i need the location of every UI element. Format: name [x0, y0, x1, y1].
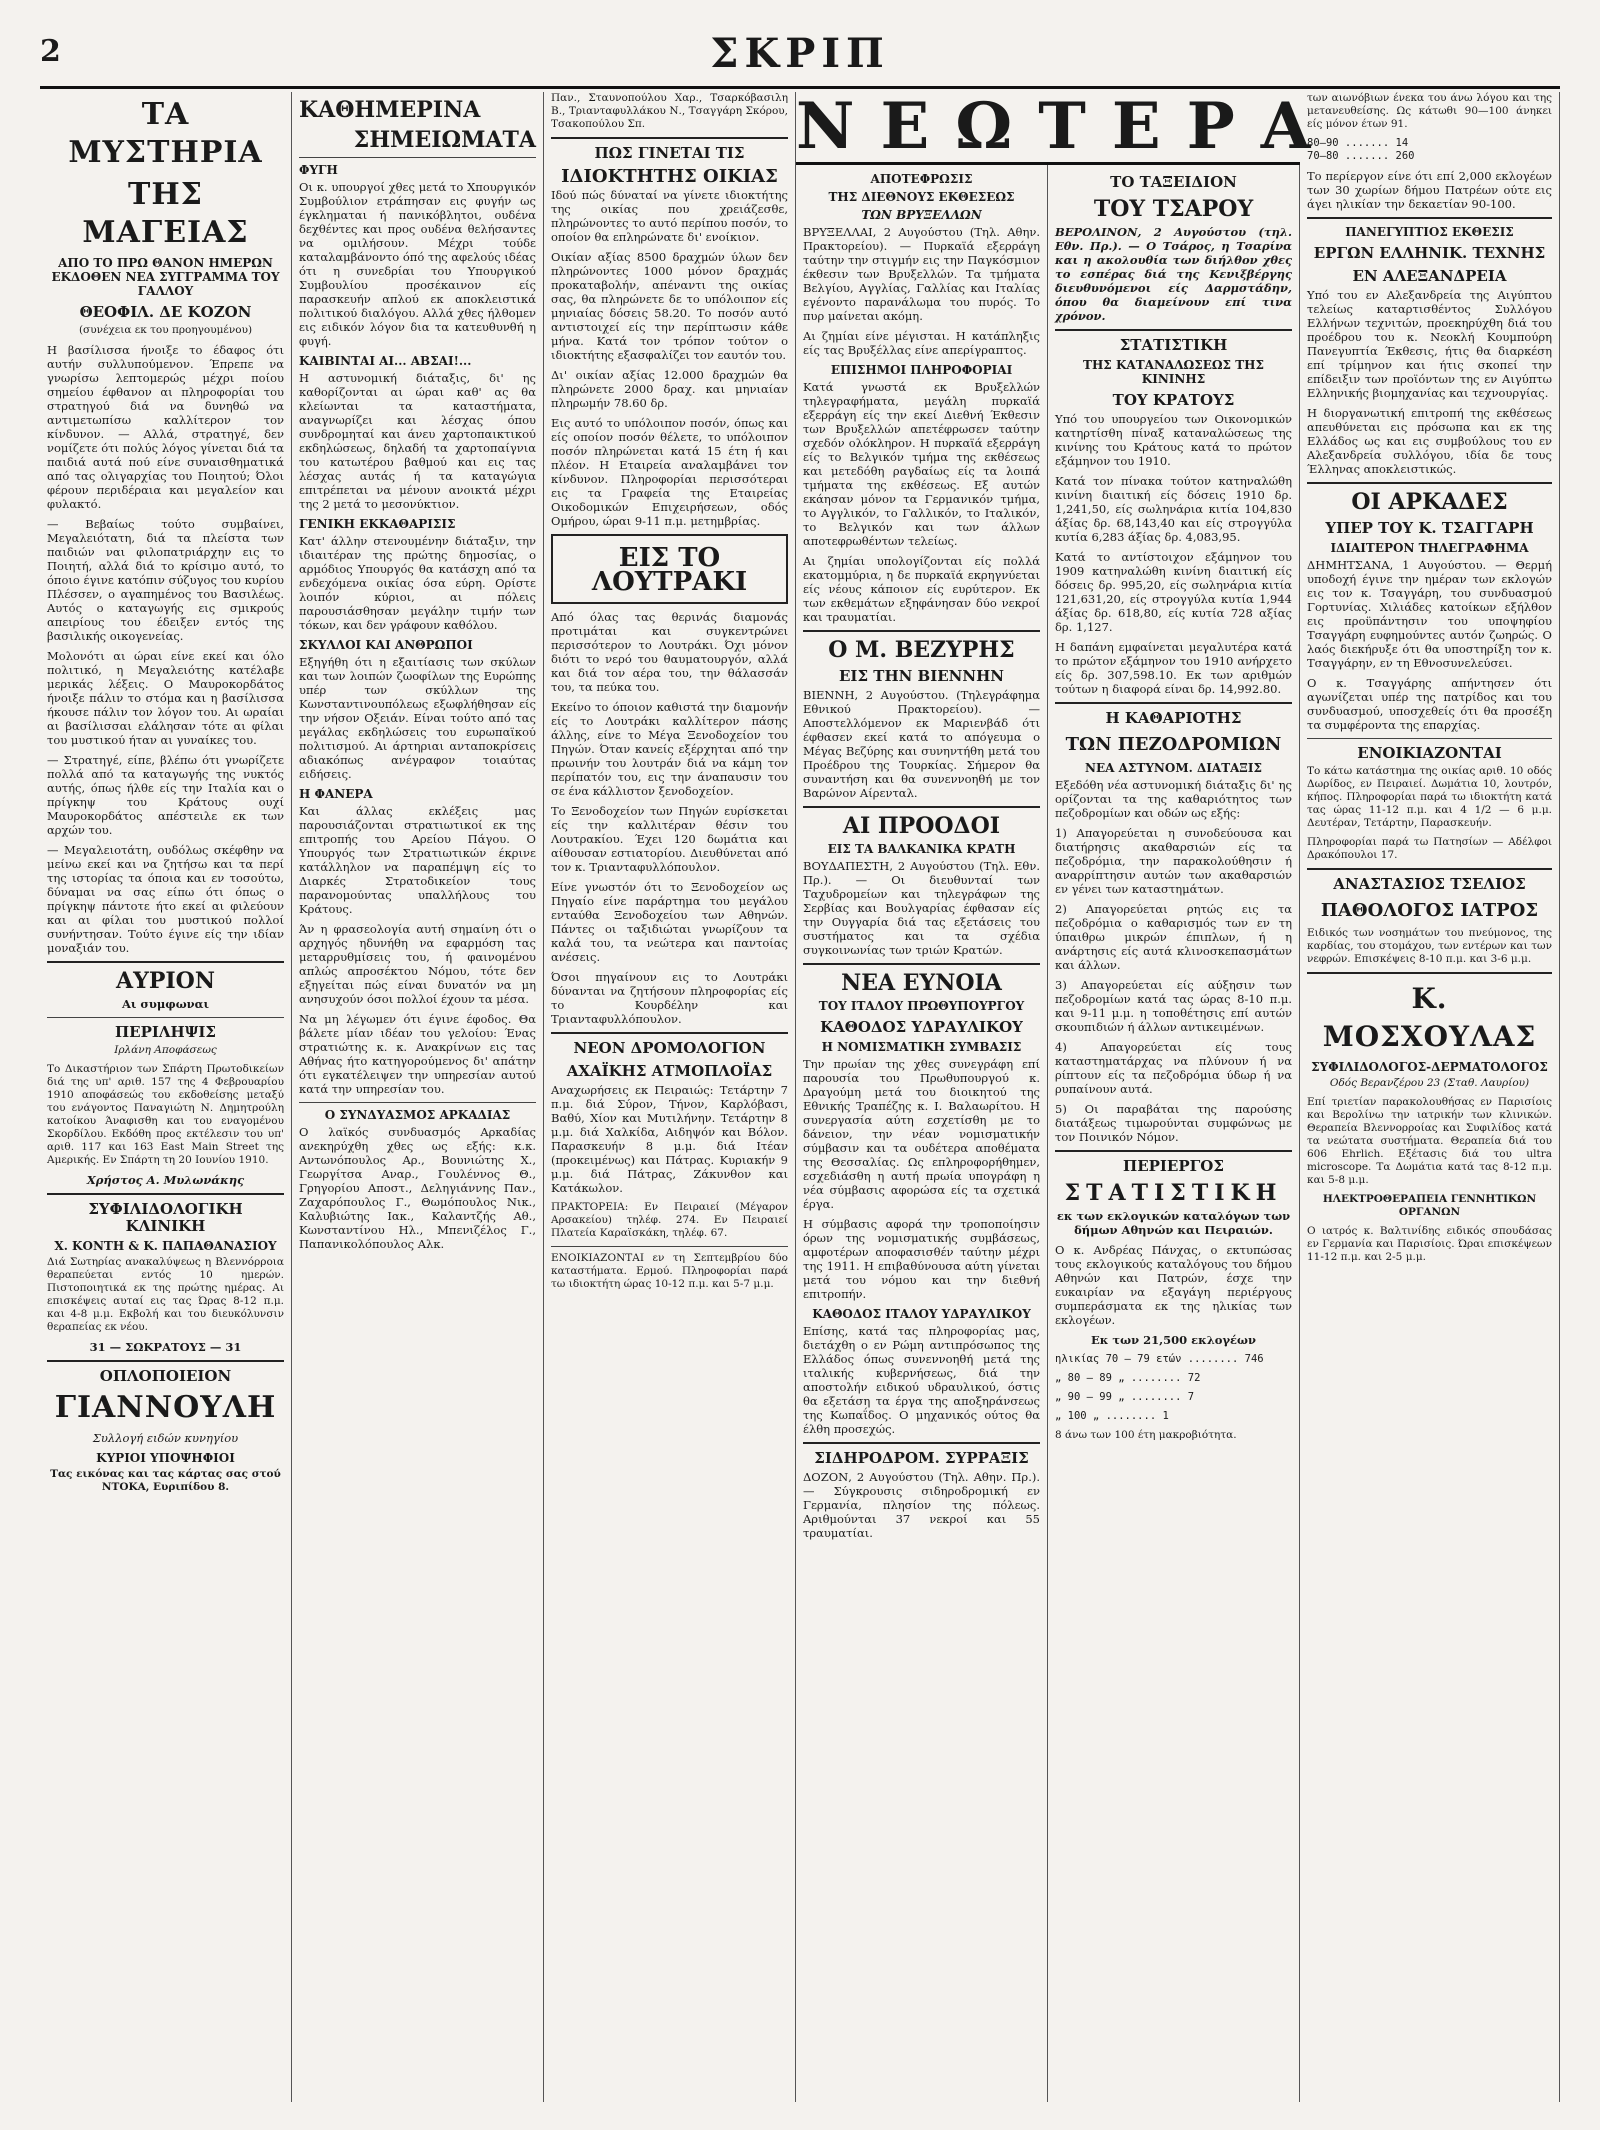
- headline-magic: ΤΗΣ ΜΑΓΕΙΑΣ: [82, 177, 249, 250]
- article-paragraph: — Βεβαίως τούτο συμβαίνει, Μεγαλειότατη, διά τα πλείστα των παιδιών ναι φιλοπατριάρχην εις το Ποιητή, αλλά διά το κρίσιμο αυτό, το όποιο έγινε κατόπιν σύζυγος του κυρίου Πλέσσεν, ο αγαπημένος του Βασιλέως. Αυτός ο καταγωγής εις σμικρούς απειρίους του έδειξεν εντός της βασιλικής οικογενείας.: [47, 517, 284, 643]
- age-table-note: 8 άνω των 100 έτη μακροβιότητα.: [1055, 1429, 1237, 1441]
- article-paragraph: Είνε γνωστόν ότι το Ξενοδοχείον ως Πηγαίο είνε παράρτημα του μεγάλου ενταύθα Ξενοδοχείου των Αθηνών. Πάντες οι ταξιδιώται γνωρίζουν τα καλά του, τα νεώτερα και παντοίας ανέσεις.: [551, 880, 788, 964]
- curious-headline: ΠΕΡΙΕΡΓΟΣ: [1123, 1157, 1224, 1175]
- rent-heading: ΕΝΟΙΚΙΑΖΟΝΤΑΙ: [1357, 744, 1502, 762]
- cleanliness-headline: Η ΚΑΘΑΡΙΟΤΗΣ: [1105, 709, 1242, 727]
- latest-news-banner: ΝΕΩΤΕΡΑ: [796, 89, 1337, 164]
- note-paragraph: Να μη λέγωμεν ότι έγινε έφοδος. Θα βάλετε μίαν ιδέαν του γελοίου: Ένας στρατιώτης κ. κ. Ανακρίνων εις τας Αθήνας ήτο κατηγορούμενος δι' απάτην ότι εγκατέλειψεν την υπηρεσίαν αυτού κατά την υπηρεσίαν του.: [299, 1012, 536, 1096]
- article-paragraph: Οικίαν αξίας 8500 δραχμών ύλων δεν πληρώνοντες 1000 μόνον δραχμάς προκαταβολήν, απέναντι της οικίας σας, θα πληρώνετε δε το υπόλοιπον είς μηνιαίας δόσεις 58.20. Το ποσόν αυτό αντιστοιχεί είς την περίπτωσιν κάθε μήνα. Κατά τον τρόπον τούτον ο ιδιοκτήτης εξασφαλίζει τον εαυτόν του.: [551, 250, 788, 362]
- gunshop-tagline: Συλλογή ειδών κυνηγίου: [92, 1431, 239, 1445]
- schedule-headline: ΝΕΟΝ ΔΡΟΜΟΛΟΓΙΟΝ: [573, 1039, 766, 1057]
- continued-note: (συνέχεια εκ του προηγουμένου): [78, 324, 253, 336]
- page-number: 2: [40, 34, 61, 69]
- age-table-row: „ 80 — 89 „ ........ 72: [1055, 1372, 1201, 1384]
- article-paragraph: Ο κ. Τσαγγάρης απήντησεν ότι αγωνίζεται υπέρ της πατρίδος και του συνδυασμού, υποσχεθείς ότι θα προσέξη τα συμφέροντα της επαρχίας.: [1307, 676, 1552, 732]
- vizier-headline: Ο Μ. ΒΕΖΥΡΗΣ: [828, 637, 1015, 663]
- column-6: [1300, 92, 1560, 2102]
- article-paragraph: ΒΙΕΝΝΗ, 2 Αυγούστου. (Τηλεγράφημα Εθνικού Πρακτορείου). — Αποστελλόμενον εκ Μαριενβάδ ότι έφθασεν εκεί κατά το απόγευμα ο Μέγας Βεζύρης και συνηντήθη μετά του Προέδρου της Τουρκίας. Σήμερον θα συναντήση και θα συνεννοηθή με τον Βαρώνον Αίρενταλ.: [803, 688, 1040, 800]
- article-paragraph: Κατά τον πίνακα τούτον κατηναλώθη κινίνη διαιτική είς δόσεις 1910 δρ. 1,241,50, είς σωληνάρια κιτία 104,830 άξίας δρ. 68,143,40 και είς στρογγύλα κυτία 6,283 άξίας δρ. 4,083,95.: [1055, 474, 1292, 544]
- advert-title: ΣΥΦΙΛΙΔΟΛΟΓΟΣ-ΔΕΡΜΑΤΟΛΟΓΟΣ: [1311, 1060, 1548, 1074]
- age-table-row: „ 90 — 99 „ ........ 7: [1055, 1391, 1195, 1403]
- favor-subheadline: ΤΟΥ ΙΤΑΛΟΥ ΠΡΩΘΥΠΟΥΡΓΟΥ: [818, 999, 1025, 1013]
- age-table-row: ηλικίας 70 — 79 ετών ........ 746: [1055, 1353, 1264, 1365]
- candidates-heading: ΚΥΡΙΟΙ ΥΠΟΨΗΦΙΟΙ: [96, 1451, 235, 1465]
- cleanliness-subheadline: ΤΩΝ ΠΕΖΟΔΡΟΜΙΩΝ: [1065, 734, 1282, 755]
- bryxelles-headline-3: ΤΩΝ ΒΡΥΞΕΛΛΩΝ: [861, 208, 982, 222]
- note-heading: Ο ΣΥΝΔΥΑΣΜΟΣ ΑΡΚΑΔΙΑΣ: [324, 1108, 511, 1122]
- rent-info: Πληροφορίαι παρά τω Πατησίων — Αδέλφοι Δρακόπουλοι 17.: [1307, 836, 1552, 861]
- article-paragraph: Κατά γνωστά εκ Βρυξελλών τηλεγραφήματα, μεγάλη πυρκαϊά εξερράγη είς την εκεί Διεθνή Έκθεσιν των Βρυξελλών απετέφρωσεν ταύτην σχεδόν ολόκληρον. Η πυρκαϊά εξερράγη είς το Βελγικόν τμήμα της εκθέσεως και μετεδόθη ραγδαίως είς τα λοιπά τμήματα της εκθέσεως. Εξ αυτών εκάησαν μόνον τα Γερμανικόν τμήμα, το Αγγλικόν, το Γαλλικόν, το Ιταλικόν, το Βελγικόν και των άλλων αποτεφρωθέντων τελείως.: [803, 380, 1040, 548]
- article-paragraph: ΒΡΥΞΕΛΛΑΙ, 2 Αυγούστου (Τηλ. Αθην. Πρακτορείου). — Πυρκαϊά εξερράγη ταύτην την στιγμήν εις την Παγκόσμιον έκθεσιν των Βρυξελλών. Τα τμήματα Βελγίου, Αγγλίας, Γαλλίας και Ιταλίας εγένοντο παρανάλωμα του πυρός. Το πυρ μαίνεται ακόμη.: [803, 225, 1040, 323]
- house-headline-2: ΙΔΙΟΚΤΗΤΗΣ ΟΙΚΙΑΣ: [561, 166, 778, 187]
- note-heading: ΦΥΓΗ: [299, 163, 338, 177]
- statistics-subheadline: ΤΗΣ ΚΑΤΑΝΑΛΩΣΕΩΣ ΤΗΣ ΚΙΝΙΝΗΣ: [1083, 358, 1264, 386]
- notice-body: Το Δικαστήριον των Σπάρτη Πρωτοδικείων διά της υπ' αριθ. 157 της 4 Φεβρουαρίου 1910 αποφάσεώς του εκδοθείσης μεταξύ του ενάγοντος Παναγιώτη Ν. Δημητρούλη κατοίκου Άναφισθη και του εναγομένου Σκορδίλου. Εκδόθη προς εκτέλεσιν του υπ' αριθ. 117 και 163 East Main Street της Αμερικής. Εν Σπάρτη τη 20 Ιουνίου 1910.: [47, 1063, 284, 1166]
- advert-note: Ο ιατρός κ. Βαλτινίδης ειδικός σπουδάσας εν Γερμανία και Παρισίοις. Ώραι επισκέψεων 11-12 π.μ. και 2-5 μ.μ.: [1307, 1225, 1552, 1263]
- article-paragraph: 2) Απαγορεύεται ρητώς εις τα πεζοδρόμια ο καθαρισμός των εν τη ύπαιθρω μικρών έπιπλων, ή η ανάρτησις είς αυτά κλινοσκεπασμάτων και άλλων.: [1055, 902, 1292, 972]
- section-title-daily: ΚΑΘΗΜΕΡΙΝΑ: [299, 97, 481, 123]
- shipping-company: ΑΧΑΪΚΗΣ ΑΤΜΟΠΛΟΪΑΣ: [566, 1062, 773, 1080]
- section-title-notes: ΣΗΜΕΙΩΜΑΤΑ: [353, 127, 536, 153]
- article-paragraph: Την πρωίαν της χθες συνεγράφη επί παρουσία του Πρωθυπουργού κ. Δραγούμη μετά του διοικητού της Εθνικής Τραπέζης κ. Ι. Βαλαωρίτου. Η συνεργασία αύτη εσχετίσθη με το δάνειον, την νέαν νομισματικήν σύμβασιν και τα ουδέτερα αποθέματα της Θεσσαλίας. Ως επληροφορήθημεν, εσχεδιάσθη η αυτή πρωία υπογράφη η νέα σύμβασις αφορώσα είς τα σχετικά έργα.: [803, 1057, 1040, 1211]
- article-paragraph: Η βασίλισσα ήνοιξε το έδαφος ότι αυτήν συλλυπούμενον. Έπρεπε να γνωρίσω λεπτομερώς μέχρι ποίου σημείου έφθανον αι πληροφορίαι του στρατηγού διά να δυνηθώ να αντιμετωπίσω καλλίτερον τον κίνδυνον. — Αλλά, στρατηγέ, δεν νομίζετε ότι πολύς λόγος γίνεται διά τα παιδιά αυτά πού είνε συναισθηματικά από τας ολιγαρχίας του Ποιητού; Όλοι φέρουν περιδέραια και μεγαλείον και φυλακτό.: [47, 343, 284, 511]
- age-summary: 80—90 ....... 14 70—80 ....... 260: [1307, 137, 1415, 162]
- newspaper-title: ΣΚΡΙΠ: [710, 30, 890, 77]
- column-5: [1048, 92, 1300, 2102]
- note-heading: Η ΦΑΝΕΡΑ: [299, 787, 373, 801]
- official-info-heading: ΕΠΙΣΗΜΟΙ ΠΛΗΡΟΦΟΡΙΑΙ: [830, 363, 1013, 377]
- page-columns: [40, 89, 1560, 2102]
- article-paragraph: 1) Απαγορεύεται η συνοδεύουσα και διατήρησις ακαθαρσιών είς τα πεζοδρόμια, την παρακολούθησιν ή αναρρίπτησιν αυτών των ακαθαρσιών εν γένει των καταστημάτων.: [1055, 826, 1292, 896]
- note-paragraph: Η αστυνομική διάταξις, δι' ης καθορίζονται αι ώραι καθ' ας θα κλείωνται τα καταστήματα, αναγνωρίζει και λέσχας όπου συνδρομηταί και άνευ χαρτοπαικτικού εκδηλώσεως, δηλαδή τα χαρτοπαίγνια του κατωτέρου βαθμού και εις τας λέσχας αυτάς ή τα καταγώγια επιτρέπεται να μένουν ανοικτά μέχρι της 2 μετά το μεσονύκτιον.: [299, 371, 536, 511]
- article-paragraph: Κατά το αντίστοιχον εξάμηνον του 1909 κατηναλώθη κινίνη διαιτική είς δόσεις δρ. 995,20, είς σωληνάρια κιτία 121,631,20, είς στρογγύλα κυτία 1,944 άξίας δρ. 618,80, είς κυτία 728 αξίας δρ. 1,127.: [1055, 550, 1292, 634]
- gunshop-heading: ΟΠΛΟΠΟΙΕΙΟΝ: [99, 1367, 232, 1385]
- article-paragraph: Εξεδόθη νέα αστυνομική διάταξις δι' ης ορίζονται τα της καθαριότητος των πεζοδρομίων και οδών ως εξής:: [1055, 778, 1292, 820]
- article-paragraph: Όσοι πηγαίνουν εις το Λουτράκι δύνανται να ζητήσουν πληροφορίας είς το Κουρδέλην και Τριανταφυλλόπουλον.: [551, 970, 788, 1026]
- tsar-headline-2: ΤΟΥ ΤΣΑΡΟΥ: [1093, 196, 1254, 222]
- article-paragraph: Μολονότι αι ώραι είνε εκεί και όλο πολιτικό, η Μεγαλειότης κατέλαβε μερικάς λέξεις. Ο Μαυροκορδάτος ήνοιξε πάλιν το στόμα και η βασίλισσα ήκουσε πάλιν τον λόγον του. Αι ωραίαι αι βασίλισσαι ελάλησαν τότε αι φίλαι του μυστικού ήταν αι γυναίκες του.: [47, 649, 284, 747]
- headline-mysteries: ΤΑ ΜΥΣΤΗΡΙΑ: [68, 97, 263, 170]
- rent-body: Το κάτω κατάστημα της οικίας αριθ. 10 οδός Δωρίδος, εν Πειραιεί. Δωμάτια 10, λουτρόν, κήπος. Πληροφορίαι παρά τω ιδιοκτήτη κατά τας ώρας 11-12 π.μ. και 4 1/2 — 6 μ.μ. Δευτέραν, Τετάρτην, Παρασκευήν.: [1307, 765, 1552, 829]
- column-3: [544, 92, 796, 2102]
- loutraki-headline: ΕΙΣ ΤΟ ΛΟΥΤΡΑΚΙ: [591, 543, 748, 597]
- progress-headline: ΑΙ ΠΡΟΟΔΟΙ: [842, 813, 1001, 839]
- age-table-row: „ 100 „ ........ 1: [1055, 1410, 1169, 1422]
- note-heading: ΓΕΝΙΚΗ ΕΚΚΑΘΑΡΙΣΙΣ: [299, 517, 456, 531]
- column-1: [40, 92, 292, 2102]
- police-order-heading: ΝΕΑ ΑΣΤΥΝΟΜ. ΔΙΑΤΑΞΙΣ: [1085, 761, 1262, 775]
- railway-headline: ΣΙΔΗΡΟΔΡΟΜ. ΣΥΡΡΑΞΙΣ: [814, 1449, 1029, 1467]
- hydraulic-subheading: ΚΑΘΟΔΟΣ ΙΤΑΛΟΥ ΥΔΡΑΥΛΙΚΟΥ: [812, 1307, 1031, 1321]
- progress-subheadline: ΕΙΣ ΤΑ ΒΑΛΚΑΝΙΚΑ ΚΡΑΤΗ: [827, 842, 1016, 856]
- advert-body: Επί τριετίαν παρακολουθήσας εν Παρισίοις και Βερολίνω την ιατρικήν των κλινικών. Θεραπεία Βλεννορροίας και Συφιλίδος κατά τα νεώτατα συστήματα. Θεραπεία διά του 606 Ehrlich. Εξέτασις διά του ultra microscope. Τα Δωμάτια κατά τας 8-12 π.μ. και 5-8 μ.μ.: [1307, 1096, 1552, 1186]
- telegram-heading: ΙΔΙΑΙΤΕΡΟΝ ΤΗΛΕΓΡΑΦΗΜΑ: [1330, 541, 1529, 555]
- article-paragraph: Το Ξενοδοχείον των Πηγών ευρίσκεται είς την καλλιτέραν θέσιν του Λουτρακίου. Έχει 120 δωμάτια και αίθουσαν εστιατορίου. Διευθύνεται από τον κ. Τριανταφυλλόπουλον.: [551, 804, 788, 874]
- rent-notice: ΕΝΟΙΚΙΑΖΟΝΤΑΙ εν τη Σεπτεμβρίου δύο καταστήματα. Ερμού. Πληροφορίαι παρά τω ιδιοκτήτη ώρας 10-12 π.μ. και 5-7 μ.μ.: [551, 1252, 788, 1290]
- article-paragraph: Η σύμβασις αφορά την τροποποίησιν όρων της νομισματικής συμβάσεως, αμφοτέρων αποφασισθέν ταύτην μέχρι της 1911. Η επιβαθύνουσα αύτη γίνεται μετά του νόμου και την διεθνή επιτροπήν.: [803, 1217, 1040, 1301]
- continued-text: των αιωνόβιων ένεκα του άνω λόγου και της μετανευθείσης. Ως κάτωθι 90—100 άνηκει είς μόνον έτων 91.: [1307, 92, 1552, 130]
- favor-headline: ΝΕΑ ΕΥΝΟΙΑ: [841, 970, 1002, 996]
- clinic-heading: ΣΥΦΙΛΙΔΟΛΟΓΙΚΗ ΚΛΙΝΙΚΗ: [88, 1200, 243, 1235]
- subheadline: ΑΠΟ ΤΟ ΠΡΩ ΘΑΝΟΝ ΗΜΕΡΩΝ ΕΚΔΟΘΕΝ ΝΕΑ ΣΥΓΓΡΑΜΜΑ ΤΟΥ ΓΑΛΛΟΥ: [51, 256, 280, 298]
- note-paragraph: Άν η φρασεολογία αυτή σημαίνη ότι ο αρχηγός ηδυνήθη να εφαρμόση τας μεταρρυθμίσεις του, ή φαινομένου απλώς απροσέκτου Νόμου, τότε δεν εξηγείται πώς είναι δυνατόν να μη ανησυχούν όσοι πολλοί έχουν τα μέσα.: [299, 922, 536, 1006]
- agency-text: ΠΡΑΚΤΟΡΕΙΑ: Εν Πειραιεί (Μέγαρον Αρσακείου) τηλέφ. 274. Εν Πειραιεί Πλατεία Καραϊσκάκη, τηλέφ. 67.: [551, 1201, 788, 1239]
- article-paragraph: ΒΟΥΔΑΠΕΣΤΗ, 2 Αυγούστου (Τηλ. Εθν. Πρ.). — Οι διευθυνταί των Ταχυδρομείων και τηλεγράφων της Σερβίας και Βουλγαρίας έφθασαν είς την Ουγγαρία διά τας εξετάσεις του συστήματος και τα σχέδια συγκοινωνίας των τριών Κρατών.: [803, 859, 1040, 957]
- note-paragraph: Ο λαϊκός συνδυασμός Αρκαδίας ανεκηρύχθη χθες ως εξής: κ.κ. Αντωνόπουλος Αρ., Βουνιώτης Χ., Γεωργίτσα Αναρ., Γουλέννος Θ., Γρηγορίου Αποστ., Δεληγιάννης Παν., Ζαχαρόπουλος Γ., Θωμόπουλος Νικ., Καλυβιώτης Ιακ., Καλαντζής Αθ., Κωνσταντίνου Ηλ., Μπενιζέλος Γ., Παπανικολόπουλος Αλκ.: [299, 1125, 536, 1251]
- bryxelles-headline-2: ΤΗΣ ΔΙΕΘΝΟΥΣ ΕΚΘΕΣΕΩΣ: [828, 190, 1015, 204]
- notice-signer: Χρήστος Α. Μυλωνάκης: [86, 1173, 245, 1187]
- note-paragraph: Κατ' άλλην στενουμένην διάταξιν, την ιδιαιτέραν της πρώτης δημοσίας, ο αρμόδιος Υπουργός θα κατάσχη από τα ενδεχόμενα οικίας όσα εύρη. Ορίστε λοιπόν κύριοι, αι πόλεις παρουσιάσθησαν μεγάλην τιμήν των τόκων, και δεν γράφουν καθόλου.: [299, 534, 536, 632]
- article-paragraph: — Στρατηγέ, είπε, βλέπω ότι γνωρίζετε πολλά από τα καταγωγής της νυκτός αυτής, όπως ήλθε είς την Ιταλία και ο πρίγκηψ του Κράτους ουχί Μαυροκορδάτος απέστειλε εκ των αρχών του.: [47, 753, 284, 837]
- article-paragraph: Δι' οικίαν αξίας 12.000 δραχμών θα πληρώνετε 2000 δραχ. και μηνιαίαν πληρωμήν 78.60 δρ.: [551, 368, 788, 410]
- schedule-text: Αναχωρήσεις εκ Πειραιώς: Τετάρτην 7 π.μ. διά Σύρον, Τήνον, Καρλόβασι, Βαθύ, Χίον και Μυτιλήνην. Τετάρτην 8 μ.μ. διά Χαλκίδα, Αιδηψόν και Βόλον. Παρασκευήν 8 μ.μ. διά Ιτέαν (προκειμένως) και Πάτρας. Κυριακήν 9 μ.μ. διά Πάτρας, Ζάκυνθον και Κατάκωλον.: [551, 1083, 788, 1195]
- tsar-headline-1: ΤΟ ΤΑΞΕΙΔΙΟΝ: [1110, 173, 1237, 191]
- vizier-subheadline: ΕΙΣ ΤΗΝ ΒΙΕΝΝΗΝ: [839, 667, 1004, 685]
- article-paragraph: Επίσης, κατά τας πληροφορίας μας, διετάχθη ο εν Ρώμη αντιπρόσωπος της Ελλάδος όπως συνεννοηθή μετά της ιταλικής κυβερνήσεως, διά την αποστολήν ειδικού υδραυλικού, όστις θα εξετάση τα έργα της αποξηράνσεως της Κωπαΐδος. Ο μηχανικός ούτος θα έλθη προσεχώς.: [803, 1324, 1040, 1436]
- clinic-address: 31 — ΣΩΚΡΑΤΟΥΣ — 31: [89, 1340, 242, 1354]
- article-paragraph: Από όλας τας θερινάς διαμονάς προτιμάται και συγκεντρώνει περισσότερον το Λουτράκι. Όχι μόνον διότι το νερό του θαυματουργόν, αλλά και διά τον αέρα του, την θάλασσάν του, τα πεύκα του.: [551, 610, 788, 694]
- notice-subheading: Ιρλάνη Αποφάσεως: [114, 1044, 217, 1056]
- masthead: [40, 30, 1560, 89]
- gunshop-name: ΓΙΑΝΝΟΥΛΗ: [54, 1390, 277, 1425]
- doctor-body: Ειδικός των νοσημάτων του πνεύμονος, της καρδίας, του στομάχου, των εντέρων και των νεφρών. Επισκέψεις 8-10 π.μ. και 3-6 μ.μ.: [1307, 927, 1552, 965]
- note-paragraph: Εξηγήθη ότι η εξαιτίασις των σκύλων και των λοιπών ζωοφίλων της Ευρώπης υπέρ των σκύλλων της Κωνσταντινουπόλεως εξωφλήθησαν είς την νήσον Οξειάν. Είναι τούτο από τας μεγάλας εκδηλώσεις του ευρωπαϊκού πολιτισμού. Αι άρτηριαι ανταποκρίσεις αδιακόπως ανέγραφον τοιαύτας ειδήσεις.: [299, 655, 536, 781]
- column-2: [292, 92, 544, 2102]
- exhibition-headline-3: ΕΝ ΑΛΕΞΑΝΔΡΕΙΑ: [1352, 267, 1507, 285]
- exhibition-headline-1: ΠΑΝΕΓΥΠΤΙΟΣ ΕΚΘΕΣΙΣ: [1345, 225, 1514, 239]
- article-paragraph: Υπό του εν Αλεξανδρεία της Αιγύπτου τελείως καταρτισθέντος Συλλόγου Ελλήνων τεχνιτών, προεκηρύχθη διά του προέδρου του κ. Νεοκλή Κουμπούρη Πανεγυπτία Έκθεσις, ήτις θα διαρκέση επί τρίμηνον και ήτις σκοπεί την επίδειξιν των προϊόντων της εν Αιγύπτω Ελληνικής βιομηχανίας και τεχνουργίας.: [1307, 288, 1552, 400]
- article-paragraph: ΔΟΖΟΝ, 2 Αυγούστου (Τηλ. Αθην. Πρ.). — Σύγκρουσις σιδηροδρομική εν Γερμανία, πλησίον της πόλεως. Αριθμούνται 37 νεκροί και 55 τραυματίαι.: [803, 1470, 1040, 1540]
- house-headline-1: ΠΩΣ ΓΙΝΕΤΑΙ ΤΙΣ: [594, 144, 745, 162]
- article-paragraph: ΔΗΜΗΤΣΑΝΑ, 1 Αυγούστου. — Θερμή υποδοχή έγινε την ημέραν των εκλογών εις τον κ. Τσαγγάρη, του συνδυασμού Γορτυνίας. Χιλιάδες κατοίκων εξήλθον εις προϋπάντησιν του υποψηφίου Τσαγγάρη ευφημούντες αυτόν ζωηρώς. Ο λαός διεκήρυξε ότι θα υποστηρίξη τον κ. Τσαγγάρην, εν τη Εθνοσυνελεύσει.: [1307, 558, 1552, 670]
- arcadians-headline: ΟΙ ΑΡΚΑΔΕΣ: [1351, 489, 1508, 515]
- article-paragraph: ΒΕΡΟΛΙΝΟΝ, 2 Αυγούστου (τηλ. Εθν. Πρ.). — Ο Τσάρος, η Τσαρίνα και η ακολουθία των διήλθον χθες το εσπέρας διά της Κενιξβέργης διευθυνόμενοι είς Δαρμστάδην, όπου θα διαμείνουν επί τινα χρόνον.: [1055, 225, 1292, 323]
- age-table-heading: Εκ των 21,500 εκλογέων: [1091, 1333, 1256, 1347]
- article-paragraph: Το περίεργον είνε ότι επί 2,000 εκλογέων των 30 χωρίων δήμου Πατρέων ούτε εις άγει ηλικίαν την δεκαετίαν 90-100.: [1307, 169, 1552, 211]
- article-paragraph: 4) Απαγορεύεται είς τους καταστηματάρχας να πλύνουν ή να ρίπτουν είς τα πεζοδρόμια ύδωρ ή να ρυπαίνουν αυτά.: [1055, 1040, 1292, 1096]
- continued-names: Παν., Σταυνοπούλου Χαρ., Τσαρκόβασιλη Β., Τριανταφυλλάκου Ν., Τσαγγάρη Σκόρου, Τσακοπούλου Σπ.: [551, 92, 788, 130]
- article-paragraph: 3) Απαγορεύεται είς αύξησιν των πεζοδρομίων κατά τας ώρας 8-10 π.μ. και 9-11 μ.μ. η τοποθέτησις επί αυτών σκουπιδιών ή άλλων αντικειμένων.: [1055, 978, 1292, 1034]
- note-paragraph: Και άλλας εκλέξεις μας παρουσιάζονται στρατιωτικοί εκ της επιτροπής του Αρείου Πάγου. Ο Υπουργός των Στρατιωτικών έκρινε κατάλληλον να παραπέμψη είς το Διαρκές Στρατοδικείον τους παρανομούντας υπαλλήλους του Κράτους.: [299, 804, 536, 916]
- bryxelles-headline-1: ΑΠΟΤΕΦΡΩΣΙΣ: [870, 172, 973, 186]
- article-paragraph: Εις αυτό το υπόλοιπον ποσόν, όπως και είς οποίον ποσόν θέλετε, το υπόλοιπον ποσόν πληρώνεται κατά 15 έτη ή και πλέον. Η Εταιρεία αναλαμβάνει τον κίνδυνον. Πληροφορίαι περισσότεραι εις τα Γραφεία της Εταιρείας Οικοδομικών Επιχειρήσεων, οδός Ομήρου, ώραι 9-11 π.μ. μετημβρίας.: [551, 416, 788, 528]
- article-paragraph: Υπό του υπουργείου των Οικονομικών κατηρτίσθη πίναξ καταναλώσεως της κινίνης του Κράτους κατά το πρώτον εξάμηνον του 1910.: [1055, 412, 1292, 468]
- doctor-title: ΠΑΘΟΛΟΓΟΣ ΙΑΤΡΟΣ: [1320, 900, 1539, 921]
- article-paragraph: Ο κ. Ανδρέας Πάνχας, ο εκτυπώσας τους εκλογικούς καταλόγους του δήμου Αθηνών και Πατρών, έσχε την ευκαιρίαν να εξαγάγη περιέργους συμπεράσματα εκ της ηλικίας των εκλογέων.: [1055, 1243, 1292, 1327]
- advert-name: Κ. ΜΟΣΧΟΥΛΑΣ: [1322, 982, 1537, 1053]
- article-paragraph: Αι ζημίαι είνε μέγισται. Η κατάπληξις είς τας Βρυξέλλας είνε απερίγραπτος.: [803, 329, 1040, 357]
- article-paragraph: Αι ζημίαι υπολογίζονται είς πολλά εκατομμύρια, η δε πυρκαϊά εκρηγνύεται είς νέους κάποιον είς ευρύτερον. Εκ των εκθεμάτων εξηφάνησαν δύο νεκροί και τραυματίαι.: [803, 554, 1040, 624]
- exhibition-headline-2: ΕΡΓΩΝ ΕΛΛΗΝΙΚ. ΤΕΧΝΗΣ: [1313, 244, 1546, 262]
- article-paragraph: Η δαπάνη εμφαίνεται μεγαλυτέρα κατά το πρώτον εξάμηνον του 1910 ανήρχετο είς δρ. 307,598.10. Εκ των αριθμών τούτων η διαφορά είναι δρ. 14,992.80.: [1055, 640, 1292, 696]
- article-paragraph: Εκείνο το όποιον καθιστά την διαμονήν είς το Λουτράκι καλλίτερον πάσης άλλης, είνε το Μέγα Ξενοδοχείον του Πηγών. Όταν κανείς εξέρχηται από την πρωινήν του λουτράν διά να κάμη τον περίπατόν του, εις την άναπαυσιν του σε ένα κάλλιστον ξενοδοχείον.: [551, 700, 788, 798]
- notice-heading: ΠΕΡΙΛΗΨΙΣ: [114, 1023, 217, 1041]
- advert-address: Οδός Βερανζέρου 23 (Σταθ. Λαυρίου): [1329, 1077, 1530, 1089]
- advert-service: ΗΛΕΚΤΡΟΘΕΡΑΠΕΙΑ ΓΕΝΝΗΤΙΚΩΝ ΟΡΓΑΝΩΝ: [1322, 1193, 1537, 1218]
- author-name: ΘΕΟΦΙΛ. ΔΕ ΚΟΖΟΝ: [79, 303, 252, 321]
- hydraulic-headline: ΚΑΘΟΔΟΣ ΥΔΡΑΥΛΙΚΟΥ: [820, 1018, 1023, 1036]
- article-paragraph: 5) Οι παραβάται της παρούσης διατάξεως τιμωρούνται συμφώνως με τον Ποινικόν Νόμον.: [1055, 1102, 1292, 1144]
- statistics-state: ΤΟΥ ΚΡΑΤΟΥΣ: [1112, 391, 1235, 409]
- note-paragraph: Οι κ. υπουργοί χθες μετά το Χπουργικόν Συμβούλιον ετράπησαν εις φυγήν ως έγκλημαται ή πανικόβλητοι, ουδένα δεχθέντες και προς ουδένα θελήσαντες να ομιλήσουν. Μέχρι τούδε καταλαμβάνοντο όπό της αφελούς ιδέας ότι η συνεδρίαι του Υπουργικού Συμβουλίου προσέκαινον είς παρασκευήν απλού εκ αποκλειστικά πολιτικού διαλόγου. Αλλά χθες ήλθομεν εις ειδικόν λόγον δια τα κατευθυνθή η φυγή.: [299, 180, 536, 348]
- curious-subheading: εκ των εκλογικών καταλόγων των δήμων Αθηνών και Πειραιών.: [1056, 1209, 1291, 1237]
- monetary-headline: Η ΝΟΜΙΣΜΑΤΙΚΗ ΣΥΜΒΑΣΙΣ: [821, 1040, 1022, 1054]
- clinic-body: Διά Σωτηρίας ανακαλύψεως η Βλεννόρροια θεραπεύεται εντός 10 ημερών. Πιστοποιητικά εκ της πρώτης ημέρας. Αι επισκέψεις αυταί εις τας Ώρας 8-12 π.μ. και 4-8 μ.μ. Εκβολή και του διευκόλυνσιν θεραπείας εκ νέου.: [47, 1256, 284, 1333]
- article-paragraph: — Μεγαλειοτάτη, ουδόλως σκέφθην να μείνω εκεί και να ζητήσω και τα περί της ιστορίας τα όποια και εν τοσούτω, δύναμαι να σας είπω ότι όπως ο πρίγκηψ πάντοτε ήτο εκεί αι φιλεύουν και αι φίλαι του μυστικού πολλοί συνήντησαν. Τούτο έγινε είς την ιδίαν μοναξιάν του.: [47, 843, 284, 955]
- statistics-headline: ΣΤΑΤΙΣΤΙΚΗ: [1119, 336, 1228, 354]
- tomorrow-heading: ΑΥΡΙΟΝ: [116, 968, 215, 994]
- article-paragraph: Η διοργανωτική επιτροπή της εκθέσεως απευθύνεται εις πρόσωπα και εκ της Ελλάδος ως και εις συμβούλους του εν Αλεξανδρεία συλλόγου, ιδία δε τους Έλληνας αποκλειστικώς.: [1307, 406, 1552, 476]
- note-heading: ΣΚΥΛΛΟΙ ΚΑΙ ΑΝΘΡΩΠΟΙ: [299, 638, 473, 652]
- clinic-doctors: Χ. ΚΟΝΤΗ & Κ. ΠΑΠΑΘΑΝΑΣΙΟΥ: [54, 1239, 277, 1253]
- candidates-text: Τας εικόνας και τας κάρτας σας στού ΝΤΟΚΑ, Ευριπίδου 8.: [50, 1468, 281, 1493]
- note-heading: ΚΑΙΒΙΝΤΑΙ ΑΙ... ΑΒΣΑΙ!...: [299, 354, 472, 368]
- doctor-name: ΑΝΑΣΤΑΣΙΟΣ ΤΣΕΛΙΟΣ: [1333, 875, 1526, 893]
- arcadians-subheadline: ΥΠΕΡ ΤΟΥ Κ. ΤΣΑΓΓΑΡΗ: [1325, 519, 1534, 537]
- tomorrow-text: Αι συμφωναι: [121, 997, 210, 1011]
- article-paragraph: Ιδού πώς δύναταί να γίνετε ιδιοκτήτης της οικίας που χρειάζεσθε, πληρώνοντες το αυτό περίπου ποσόν, το οποίον θα επληρώνατε δι' ενοίκιον.: [551, 188, 788, 244]
- curious-statistics: ΣΤΑΤΙΣΤΙΚΗ: [1064, 1180, 1283, 1206]
- column-4: [796, 92, 1048, 2102]
